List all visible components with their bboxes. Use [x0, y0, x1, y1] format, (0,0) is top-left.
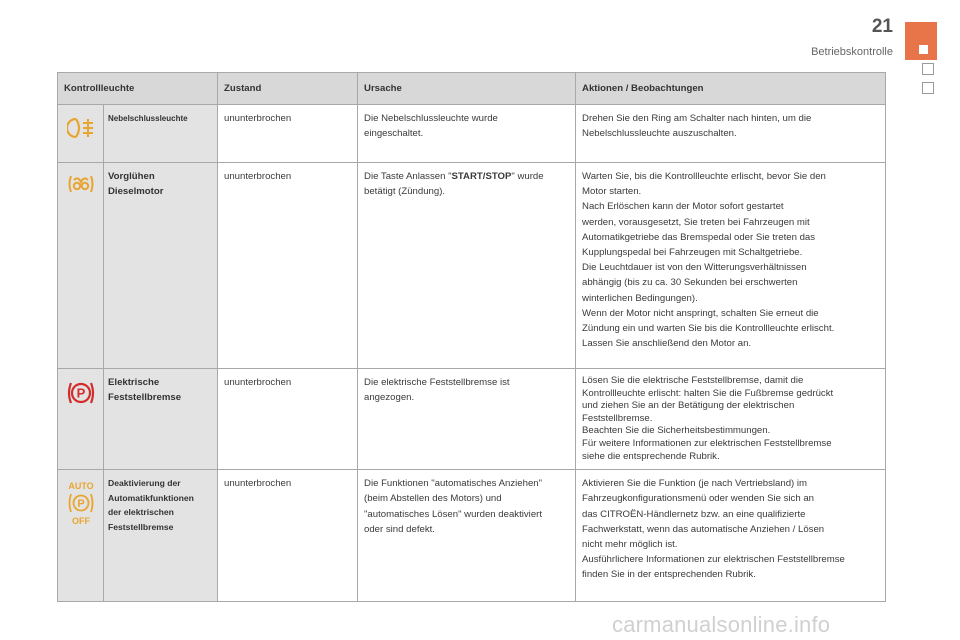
cause-line: "automatisches Lösen" wurden deaktiviert	[364, 508, 543, 520]
actions-cell	[576, 105, 886, 163]
action-line: und ziehen Sie an der Betätigung der elektrischen	[582, 400, 795, 412]
svg-text:AUTO: AUTO	[67, 481, 94, 492]
cause-line: eingeschaltet.	[364, 128, 424, 140]
action-line: Nach Erlöschen kann der Motor sofort gestartet	[582, 201, 784, 213]
nav-square-1	[922, 63, 934, 75]
lamp-name-line: der elektrischen	[108, 507, 174, 518]
glow-plug-icon	[58, 173, 103, 195]
action-line: Warten Sie, bis die Kontrollleuchte erlischt, bevor Sie den	[582, 171, 826, 182]
page-number: 21	[871, 16, 893, 37]
table-header-row	[58, 73, 886, 105]
cause-cell	[358, 105, 576, 163]
action-line: finden Sie in der entsprechenden Rubrik.	[582, 569, 756, 581]
chapter-tab	[905, 22, 937, 60]
col-header-actions: Aktionen / Beobachtungen	[576, 73, 886, 105]
watermark: carmanualsonline.info	[612, 612, 831, 637]
lamp-name	[104, 470, 218, 602]
auto-parking-brake-off-icon	[58, 480, 103, 526]
action-line: nicht mehr möglich ist.	[582, 538, 678, 550]
action-line: Motor starten.	[582, 186, 642, 198]
col-header-lamp: Kontrollleuchte	[58, 73, 218, 105]
cause-text: " wurde	[511, 171, 544, 182]
cause-cell	[358, 470, 576, 602]
actions-cell	[576, 163, 886, 369]
cause-line: oder sind defekt.	[364, 523, 435, 535]
parking-brake-icon	[58, 379, 103, 407]
cause-line: angezogen.	[364, 392, 415, 404]
lamp-name-line: Dieselmotor	[108, 186, 164, 198]
action-line: Fahrzeugkonfigurationsmenü oder wenden Sie sich an	[582, 493, 815, 505]
table-row	[58, 470, 886, 602]
action-line: winterlichen Bedingungen).	[582, 292, 698, 304]
lamp-name-line: Automatikfunktionen	[108, 492, 194, 503]
cause-line: Die Funktionen "automatisches Anziehen"	[364, 478, 543, 490]
lamp-name	[104, 369, 218, 470]
col-header-state: Zustand	[218, 73, 358, 105]
action-line: abhängig (bis zu ca. 30 Sekunden bei erschwerten	[582, 277, 798, 289]
cause-line	[364, 169, 569, 184]
action-line: Zündung ein und warten Sie bis die Kontrollleuchte erlischt.	[582, 323, 835, 335]
actions-cell	[576, 369, 886, 470]
actions-cell	[576, 470, 886, 602]
nav-square-2	[922, 82, 934, 94]
table-row	[58, 369, 886, 470]
action-line: Lassen Sie anschließend den Motor an.	[582, 338, 752, 350]
svg-text:OFF: OFF	[71, 516, 90, 527]
state-cell: ununterbrochen	[218, 470, 358, 602]
table-row	[58, 163, 886, 369]
lamp-icon-cell	[58, 105, 104, 163]
lamp-name	[104, 105, 218, 163]
action-line: Feststellbremse.	[582, 412, 653, 424]
cause-cell	[358, 369, 576, 470]
lamp-name-line: Feststellbremse	[108, 521, 174, 532]
chapter-tab-square	[919, 45, 928, 54]
section-title: Betriebskontrolle	[811, 46, 893, 58]
lamp-name-line: Elektrische	[108, 377, 160, 388]
action-line: das CITROËN-Händlernetz bzw. an eine qualifizierte	[582, 508, 806, 520]
lamp-name-line: Deaktivierung der	[108, 478, 181, 489]
col-header-cause: Ursache	[358, 73, 576, 105]
action-line: werden, vorausgesetzt, Sie treten bei Fahrzeugen mit	[582, 216, 810, 228]
lamp-name-line: Feststellbremse	[108, 392, 182, 404]
lamp-name-line: Vorglühen	[108, 171, 155, 182]
lamp-icon-cell	[58, 369, 104, 470]
action-line: Lösen Sie die elektrische Feststellbremse, damit die	[582, 375, 804, 386]
start-stop-label: START/STOP	[451, 171, 512, 182]
state-cell: ununterbrochen	[218, 105, 358, 163]
action-line: Wenn der Motor nicht anspringt, schalten Sie erneut die	[582, 307, 819, 319]
rear-fog-lamp-icon	[58, 115, 103, 141]
cause-text: Die Taste Anlassen "	[364, 171, 452, 182]
state-cell: ununterbrochen	[218, 163, 358, 369]
lamp-name	[104, 163, 218, 369]
action-line: Kontrollleuchte erlischt: halten Sie die Fußbremse gedrückt	[582, 387, 834, 399]
lamp-icon-cell	[58, 163, 104, 369]
state-cell: ununterbrochen	[218, 369, 358, 470]
action-line: Automatikgetriebe das Bremspedal oder Sie treten das	[582, 231, 816, 243]
svg-text:P: P	[76, 498, 85, 511]
action-line: Aktivieren Sie die Funktion (je nach Vertriebsland) im	[582, 478, 808, 490]
action-line: Fachwerkstatt, wenn das automatische Anziehen / Lösen	[582, 523, 825, 535]
cause-cell	[358, 163, 576, 369]
lamp-icon-cell	[58, 470, 104, 602]
action-line: Für weitere Informationen zur elektrischen Feststellbremse	[582, 437, 832, 449]
cause-line: (beim Abstellen des Motors) und	[364, 493, 502, 505]
action-line: Beachten Sie die Sicherheitsbestimmungen.	[582, 425, 771, 437]
lamp-name-text: Nebelschlussleuchte	[108, 114, 188, 123]
action-line: Ausführlichere Informationen zur elektrischen Feststellbremse	[582, 554, 845, 566]
action-line: Drehen Sie den Ring am Schalter nach hinten, um die	[582, 113, 812, 124]
cause-line: betätigt (Zündung).	[364, 186, 446, 198]
cause-line: Die elektrische Feststellbremse ist	[364, 377, 510, 388]
table-row	[58, 105, 886, 163]
cause-line: Die Nebelschlussleuchte wurde	[364, 113, 498, 124]
svg-text:P: P	[76, 385, 85, 401]
action-line: Kupplungspedal bei Fahrzeugen mit Schaltgetriebe.	[582, 247, 803, 259]
action-line: Die Leuchtdauer ist von den Witterungsverhältnissen	[582, 262, 807, 274]
action-line: siehe die entsprechende Rubrik.	[582, 450, 720, 462]
warning-lamp-table	[57, 72, 886, 602]
action-line: Nebelschlussleuchte auszuschalten.	[582, 128, 737, 140]
